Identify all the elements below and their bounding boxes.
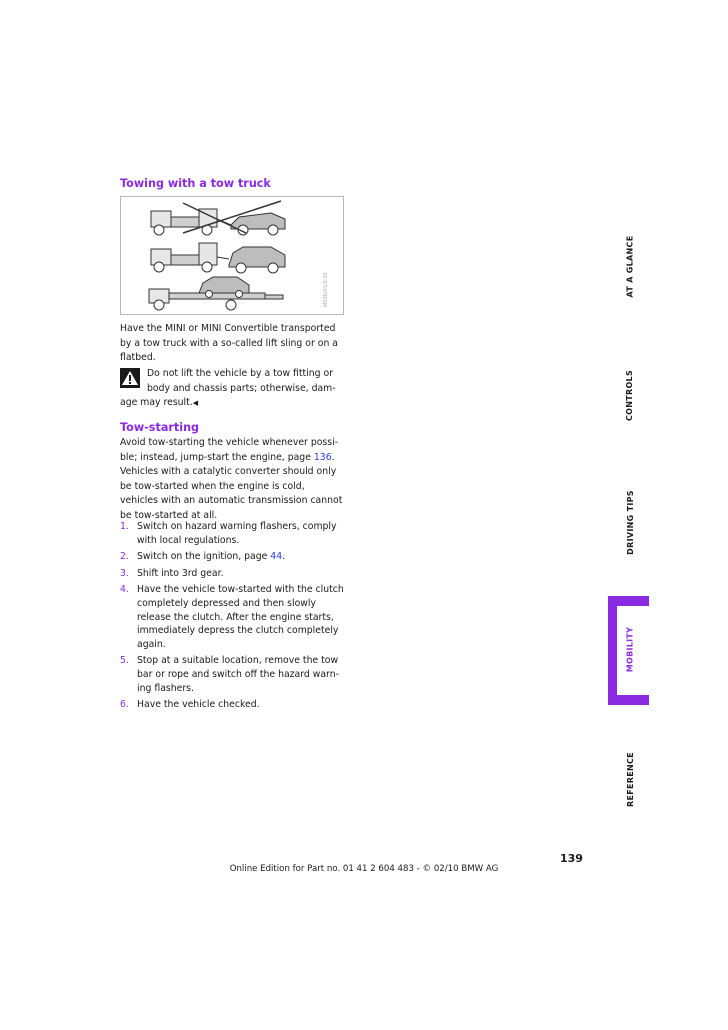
page-number: 139 [560, 852, 583, 865]
footer-edition-note: Online Edition for Part no. 01 41 2 604 483 - © 02/10 BMW AG [229, 864, 499, 874]
side-tab-label: AT A GLANCE [625, 235, 635, 297]
step-number: 2. [120, 551, 129, 563]
step-text: Switch on the ignition, page [137, 551, 271, 563]
list-item [120, 654, 346, 695]
side-tab-label: DRIVING TIPS [625, 489, 635, 555]
side-tab-at-a-glance[interactable] [620, 236, 640, 296]
side-tab-mobility[interactable] [620, 624, 640, 674]
warning-note [120, 367, 342, 411]
towing-illustration [120, 196, 344, 315]
intro-text-pre: Avoid tow-starting the vehicle whenever possi-ble; instead, jump-start the engine, page [120, 437, 339, 463]
warning-line-3: age may result. [120, 397, 193, 409]
side-tab-driving-tips[interactable] [620, 489, 640, 555]
list-item [120, 520, 346, 547]
end-marker-icon: ◀ [192, 399, 199, 408]
towing-paragraph: Have the MINI or MINI Convertible transported by a tow truck with a so-called lift sling or on a flatbed. [120, 323, 338, 364]
intro-text-post: . Vehicles with a catalytic converter should only be tow-started when the engine is cold, vehicles with an automatic transmission cannot be tow-started at all. [120, 451, 343, 521]
side-tab-label: REFERENCE [625, 751, 635, 807]
side-tab-label: CONTROLS [625, 369, 635, 421]
warning-line-1: Do not lift the vehicle by a tow fitting or [147, 368, 334, 379]
step-text: Shift into 3rd gear. [137, 567, 224, 579]
side-tab-reference[interactable] [620, 751, 640, 807]
step-number: 3. [120, 567, 129, 579]
step-text: Have the vehicle checked. [137, 699, 260, 711]
step-text-post: . [282, 551, 286, 563]
page-link-44[interactable]: 44 [270, 551, 283, 563]
tow-starting-steps [120, 520, 346, 715]
section-heading-tow-starting: Tow-starting [120, 421, 200, 434]
section-heading-towing: Towing with a tow truck [120, 177, 271, 190]
tow-starting-intro [120, 436, 344, 524]
step-text: Switch on hazard warning flashers, comply with local regulations. [137, 521, 337, 546]
step-text: Stop at a suitable location, remove the tow bar or rope and switch off the hazard warn-ing flashers. [137, 655, 339, 694]
list-item [120, 583, 346, 651]
step-number: 6. [120, 699, 129, 711]
list-item [120, 550, 346, 564]
list-item [120, 567, 346, 581]
step-number: 5. [120, 655, 129, 667]
side-tab-label: MOBILITY [625, 626, 635, 672]
step-text: Have the vehicle tow-started with the clutch completely depressed and then slowly release the clutch. After the engine starts, immediately depress the clutch completely again. [137, 584, 344, 650]
warning-line-2: body and chassis parts; otherwise, dam- [147, 382, 336, 394]
list-item [120, 698, 346, 712]
figure-code: MS06/01/0.00 [323, 272, 329, 307]
page-link-136[interactable]: 136 [313, 451, 332, 463]
side-tab-controls[interactable] [620, 370, 640, 420]
step-number: 1. [120, 521, 129, 532]
step-number: 4. [120, 584, 129, 596]
